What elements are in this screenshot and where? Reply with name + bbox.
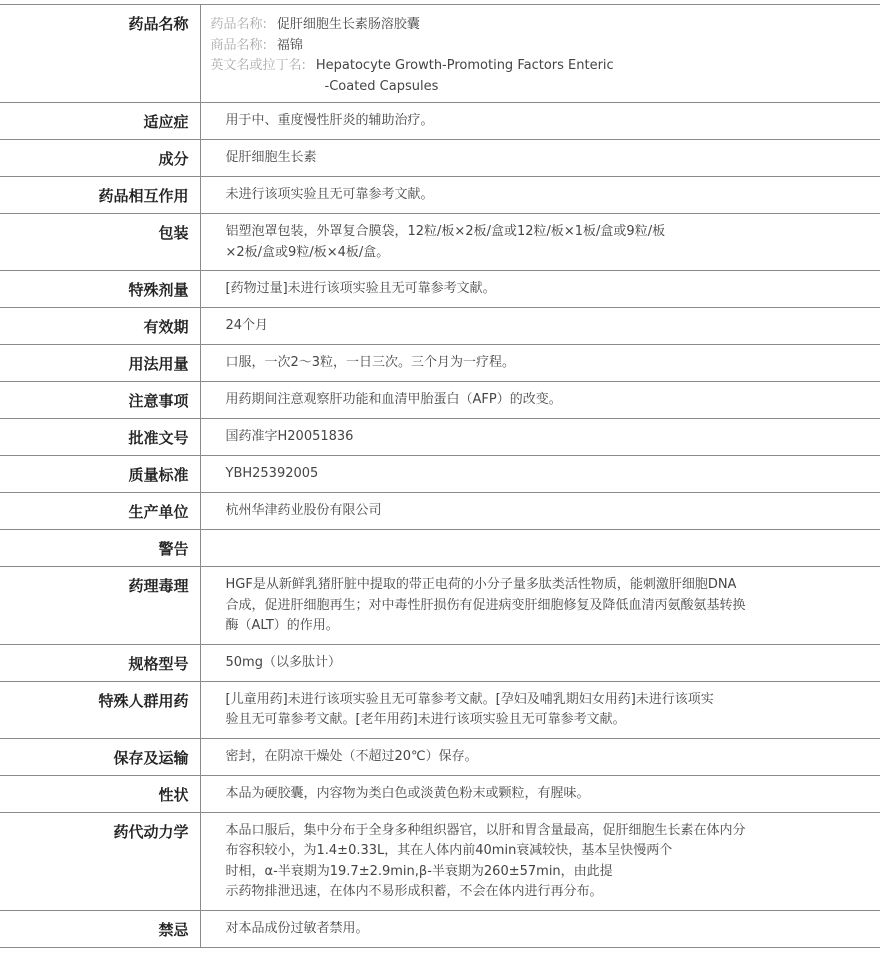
row-value: [200, 775, 880, 812]
row-value-line: ×2板/盒或9粒/板×4板/盒。: [225, 244, 390, 260]
row-value: [200, 177, 880, 214]
row-value: [200, 103, 880, 140]
english-name-value: Hepatocyte Growth-Promoting Factors Enteric: [315, 58, 614, 73]
row-value-line: 布容积较小，为1.4±0.33L，其在人体内前40min衰减较快，基本呈快慢两个: [225, 843, 673, 858]
table-row: [0, 214, 880, 271]
row-label: 规格型号: [0, 644, 200, 681]
table-row: [0, 567, 880, 645]
row-value-line: 铝塑泡罩包装，外罩复合膜袋，12粒/板×2板/盒或12粒/板×1板/盒或9粒/板: [225, 224, 666, 239]
row-value: [200, 738, 880, 775]
english-name-line: [211, 56, 871, 77]
generic-name-line: [211, 15, 871, 36]
table-row: [0, 177, 880, 214]
row-label: 特殊人群用药: [0, 681, 200, 738]
table-row: [0, 738, 880, 775]
row-label: 药代动力学: [0, 812, 200, 910]
trade-name-value: 福锦: [276, 37, 303, 53]
generic-name-value: 促肝细胞生长素肠溶胶囊: [276, 17, 420, 32]
row-value-line: 促肝细胞生长素: [225, 150, 317, 165]
row-label: 药品相互作用: [0, 177, 200, 214]
row-value-line: YBH25392005: [225, 466, 319, 481]
row-label: 特殊剂量: [0, 271, 200, 308]
row-label: 药理毒理: [0, 567, 200, 645]
row-label: 性状: [0, 775, 200, 812]
row-value-line: 对本品成份过敏者禁用。: [225, 920, 369, 936]
table-row: [0, 456, 880, 493]
row-value-line: 酶（ALT）的作用。: [225, 618, 339, 633]
row-value: [200, 530, 880, 567]
row-label: 警告: [0, 530, 200, 567]
row-value: [200, 456, 880, 493]
row-value: [200, 308, 880, 345]
row-value-line: 时相，α-半衰期为19.7±2.9min,β-半衰期为260±57min，由此提: [225, 863, 613, 879]
drug-info-table-body: [0, 5, 880, 948]
table-row: [0, 308, 880, 345]
row-value-line: 50mg（以多肽计）: [225, 654, 341, 670]
row-value-line: 合成，促进肝细胞再生；对中毒性肝损伤有促进病变肝细胞修复及降低血清丙氨酸氨基转换: [225, 597, 746, 613]
drug-name-cell: [200, 5, 880, 103]
row-value-line: 验且无可靠参考文献。[老年用药]未进行该项实验且无可靠参考文献。: [225, 712, 626, 727]
row-label: 质量标准: [0, 456, 200, 493]
row-value-line: 用药期间注意观察肝功能和血清甲胎蛋白（AFP）的改变。: [225, 392, 562, 407]
row-label: 注意事项: [0, 382, 200, 419]
table-row: [0, 812, 880, 910]
table-row: [0, 681, 880, 738]
row-value: [200, 567, 880, 645]
drug-info-table: [0, 4, 880, 948]
row-value-line: 杭州华津药业股份有限公司: [225, 503, 382, 518]
table-row: [0, 345, 880, 382]
trade-name-line: [211, 36, 871, 57]
row-value: [200, 140, 880, 177]
row-value: [200, 644, 880, 681]
row-value-line: 未进行该项实验且无可靠参考文献。: [225, 187, 434, 202]
drug-info-sheet: [0, 4, 880, 948]
row-label: 药品名称: [0, 5, 200, 103]
table-row: [0, 140, 880, 177]
table-row: [0, 775, 880, 812]
row-label: 禁忌: [0, 910, 200, 947]
row-label: 生产单位: [0, 493, 200, 530]
row-label: 保存及运输: [0, 738, 200, 775]
table-row: [0, 419, 880, 456]
row-value: [200, 419, 880, 456]
generic-name-label: 药品名称:: [210, 17, 267, 32]
table-row: [0, 644, 880, 681]
row-value: [200, 493, 880, 530]
trade-name-label: 商品名称:: [210, 37, 267, 53]
table-row: [0, 271, 880, 308]
row-label: 有效期: [0, 308, 200, 345]
row-drug-name: [0, 5, 880, 103]
row-label: 成分: [0, 140, 200, 177]
row-value-line: 密封，在阴凉干燥处（不超过20℃）保存。: [225, 748, 478, 764]
row-value: [200, 812, 880, 910]
row-value-line: 口服，一次2～3粒，一日三次。三个月为一疗程。: [225, 355, 516, 370]
row-label: 适应症: [0, 103, 200, 140]
english-name-continuation: -Coated Capsules: [324, 78, 439, 94]
row-value-line: 本品口服后，集中分布于全身多种组织器官，以肝和胃含量最高，促肝细胞生长素在体内分: [225, 822, 746, 838]
row-value: [200, 271, 880, 308]
table-row: [0, 493, 880, 530]
row-value: [200, 345, 880, 382]
table-row: [0, 103, 880, 140]
row-value-line: HGF是从新鲜乳猪肝脏中提取的带正电荷的小分子量多肽类活性物质，能刺激肝细胞DNA: [225, 577, 737, 592]
row-value: [200, 382, 880, 419]
english-name-label: 英文名或拉丁名:: [210, 58, 306, 73]
row-value-line: [药物过量]未进行该项实验且无可靠参考文献。: [225, 281, 496, 296]
row-value-line: 用于中、重度慢性肝炎的辅助治疗。: [225, 113, 434, 128]
row-value: [200, 214, 880, 271]
row-label: 包装: [0, 214, 200, 271]
row-label: 批准文号: [0, 419, 200, 456]
row-value: [200, 910, 880, 947]
row-value-line: 国药准字H20051836: [225, 429, 354, 444]
row-value-line: 示药物排泄迅速，在体内不易形成积蓄，不会在体内进行再分布。: [225, 884, 603, 899]
row-label: 用法用量: [0, 345, 200, 382]
row-value: [200, 681, 880, 738]
row-value-line: [儿童用药]未进行该项实验且无可靠参考文献。[孕妇及哺乳期妇女用药]未进行该项实: [225, 691, 714, 707]
row-value-line: 本品为硬胶囊，内容物为类白色或淡黄色粉末或颗粒，有腥味。: [225, 785, 590, 801]
table-row: [0, 382, 880, 419]
table-row: [0, 910, 880, 947]
table-row: [0, 530, 880, 567]
row-value-line: 24个月: [225, 318, 269, 333]
